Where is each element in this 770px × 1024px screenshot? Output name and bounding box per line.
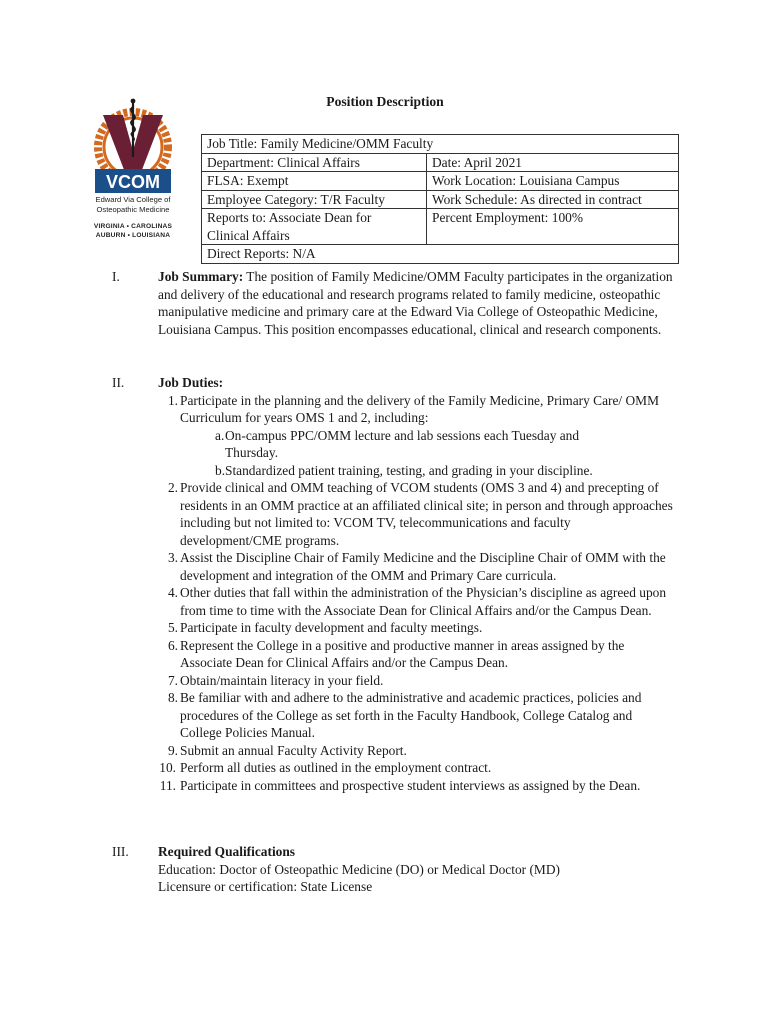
list-number: 6. bbox=[167, 637, 178, 653]
list-number: 1. bbox=[167, 392, 178, 408]
list-item bbox=[158, 619, 673, 637]
document-title: Position Description bbox=[326, 94, 444, 109]
job-summary-section bbox=[158, 268, 673, 338]
list-item-text: Perform all duties as outlined in the employment contract. bbox=[180, 760, 492, 775]
education-line: Education: Doctor of Osteopathic Medicine (DO) or Medical Doctor (MD) bbox=[158, 861, 560, 877]
job-summary-heading: Job Summary: bbox=[158, 269, 244, 284]
list-number: 2. bbox=[167, 480, 178, 495]
table-row bbox=[202, 245, 679, 264]
employee-category-cell: Employee Category: T/R Faculty bbox=[202, 190, 427, 209]
reports-to-line-2: Clinical Affairs bbox=[207, 227, 290, 243]
list-item bbox=[158, 672, 673, 690]
list-item-text: Participate in committees and prospective student interviews as assigned by the Dean. bbox=[180, 777, 641, 793]
table-row bbox=[202, 135, 679, 154]
table-row bbox=[202, 153, 679, 172]
sub-list-letter: a. bbox=[215, 427, 225, 443]
list-item-text: Represent the College in a positive and productive manner in areas assigned by the Associate Dean for Clinical Affairs and/or the Campus Dean. bbox=[180, 637, 625, 670]
list-number: 3. bbox=[167, 550, 178, 565]
list-item-text: Obtain/maintain literacy in your field. bbox=[180, 672, 384, 688]
flsa-cell: FLSA: Exempt bbox=[202, 172, 427, 191]
qualifications-section bbox=[158, 843, 673, 896]
direct-reports-cell: Direct Reports: N/A bbox=[202, 245, 679, 264]
reports-to-line-1: Reports to: Associate Dean for bbox=[207, 210, 372, 225]
work-location-cell: Work Location: Louisiana Campus bbox=[427, 172, 679, 191]
list-number: 7. bbox=[167, 672, 178, 688]
list-item-text: Assist the Discipline Chair of Family Medicine and the Discipline Chair of OMM with the development and integration of the OMM and Primary Care curricula. bbox=[180, 550, 666, 583]
position-info-table bbox=[201, 134, 679, 264]
list-item bbox=[158, 549, 673, 584]
job-summary-text: The position of Family Medicine/OMM Faculty participates in the organization and delivery of the educational and research programs related to family medicine, osteopathic manipulative medicine and primary care at the Edward Via College of Osteopathic Medicine, Louisiana Campus. This position encompasses educational, clinical and research components. bbox=[158, 269, 673, 337]
list-number: 8. bbox=[167, 690, 178, 705]
sub-list-letter: b. bbox=[215, 462, 226, 478]
list-item bbox=[180, 427, 673, 462]
list-item bbox=[158, 689, 673, 742]
sub-list-item-text: Standardized patient training, testing, and grading in your discipline. bbox=[225, 462, 593, 478]
list-item bbox=[158, 392, 673, 480]
percent-employment-cell: Percent Employment: 100% bbox=[427, 209, 679, 245]
logo-campuses-line-2: AUBURN • LOUISIANA bbox=[95, 232, 171, 239]
list-item-text: Submit an annual Faculty Activity Report. bbox=[180, 742, 407, 758]
list-number: 4. bbox=[167, 585, 178, 600]
list-item bbox=[180, 462, 673, 480]
job-title-cell: Job Title: Family Medicine/OMM Faculty bbox=[202, 135, 679, 154]
work-schedule-cell: Work Schedule: As directed in contract bbox=[427, 190, 679, 209]
sub-list-item-text: On-campus PPC/OMM lecture and lab sessions each Tuesday and Thursday. bbox=[225, 427, 580, 460]
list-item-text: Participate in the planning and the delivery of the Family Medicine, Primary Care/ OMM Curriculum for years OMS 1 and 2, including: bbox=[180, 392, 659, 425]
job-duties-list bbox=[158, 392, 673, 795]
list-number: 11. bbox=[159, 777, 176, 793]
table-row bbox=[202, 190, 679, 209]
list-number: 10. bbox=[159, 760, 176, 775]
list-item bbox=[158, 637, 673, 672]
logo-college-line-2: Osteopathic Medicine bbox=[96, 205, 170, 214]
table-row bbox=[202, 209, 679, 245]
job-summary-paragraph bbox=[158, 268, 673, 338]
logo-campuses-line-1: VIRGINIA • CAROLINAS bbox=[93, 223, 173, 230]
list-item-text: Participate in faculty development and faculty meetings. bbox=[180, 620, 483, 635]
list-item bbox=[158, 742, 673, 760]
licensure-line: Licensure or certification: State License bbox=[158, 879, 373, 894]
duty-1-sublist bbox=[180, 427, 673, 480]
list-number: 9. bbox=[167, 742, 178, 758]
date-cell: Date: April 2021 bbox=[427, 153, 679, 172]
department-cell: Department: Clinical Affairs bbox=[202, 153, 427, 172]
list-item bbox=[158, 777, 673, 795]
table-row bbox=[202, 172, 679, 191]
list-item bbox=[158, 479, 673, 549]
reports-to-cell bbox=[202, 209, 427, 245]
vcom-wordmark: VCOM bbox=[106, 172, 160, 192]
section-numeral-1: I. bbox=[112, 269, 120, 284]
job-duties-heading: Job Duties: bbox=[158, 375, 224, 390]
logo-college-line-1: Edward Via College of bbox=[95, 195, 171, 204]
list-item-text: Other duties that fall within the administration of the Physician’s discipline as agreed upon from time to time with the Associate Dean for Clinical Affairs and/or the Campus Dean. bbox=[180, 585, 667, 618]
section-numeral-2: II. bbox=[112, 375, 125, 390]
qualifications-heading: Required Qualifications bbox=[158, 844, 296, 859]
list-item-text: Be familiar with and adhere to the administrative and academic practices, policies and procedures of the College as set forth in the Faculty Handbook, College Catalog and College Policies Manual. bbox=[180, 690, 642, 740]
list-item-text: Provide clinical and OMM teaching of VCOM students (OMS 3 and 4) and precepting of residents in an OMM practice at an affiliated clinical site; in person and through approaches including but not limited to: VCOM TV, telecommunications and faculty development/CME programs. bbox=[180, 480, 673, 548]
list-number: 5. bbox=[167, 620, 178, 635]
job-duties-section bbox=[158, 374, 673, 794]
list-item bbox=[158, 584, 673, 619]
list-item bbox=[158, 759, 673, 777]
section-numeral-3: III. bbox=[112, 844, 129, 859]
